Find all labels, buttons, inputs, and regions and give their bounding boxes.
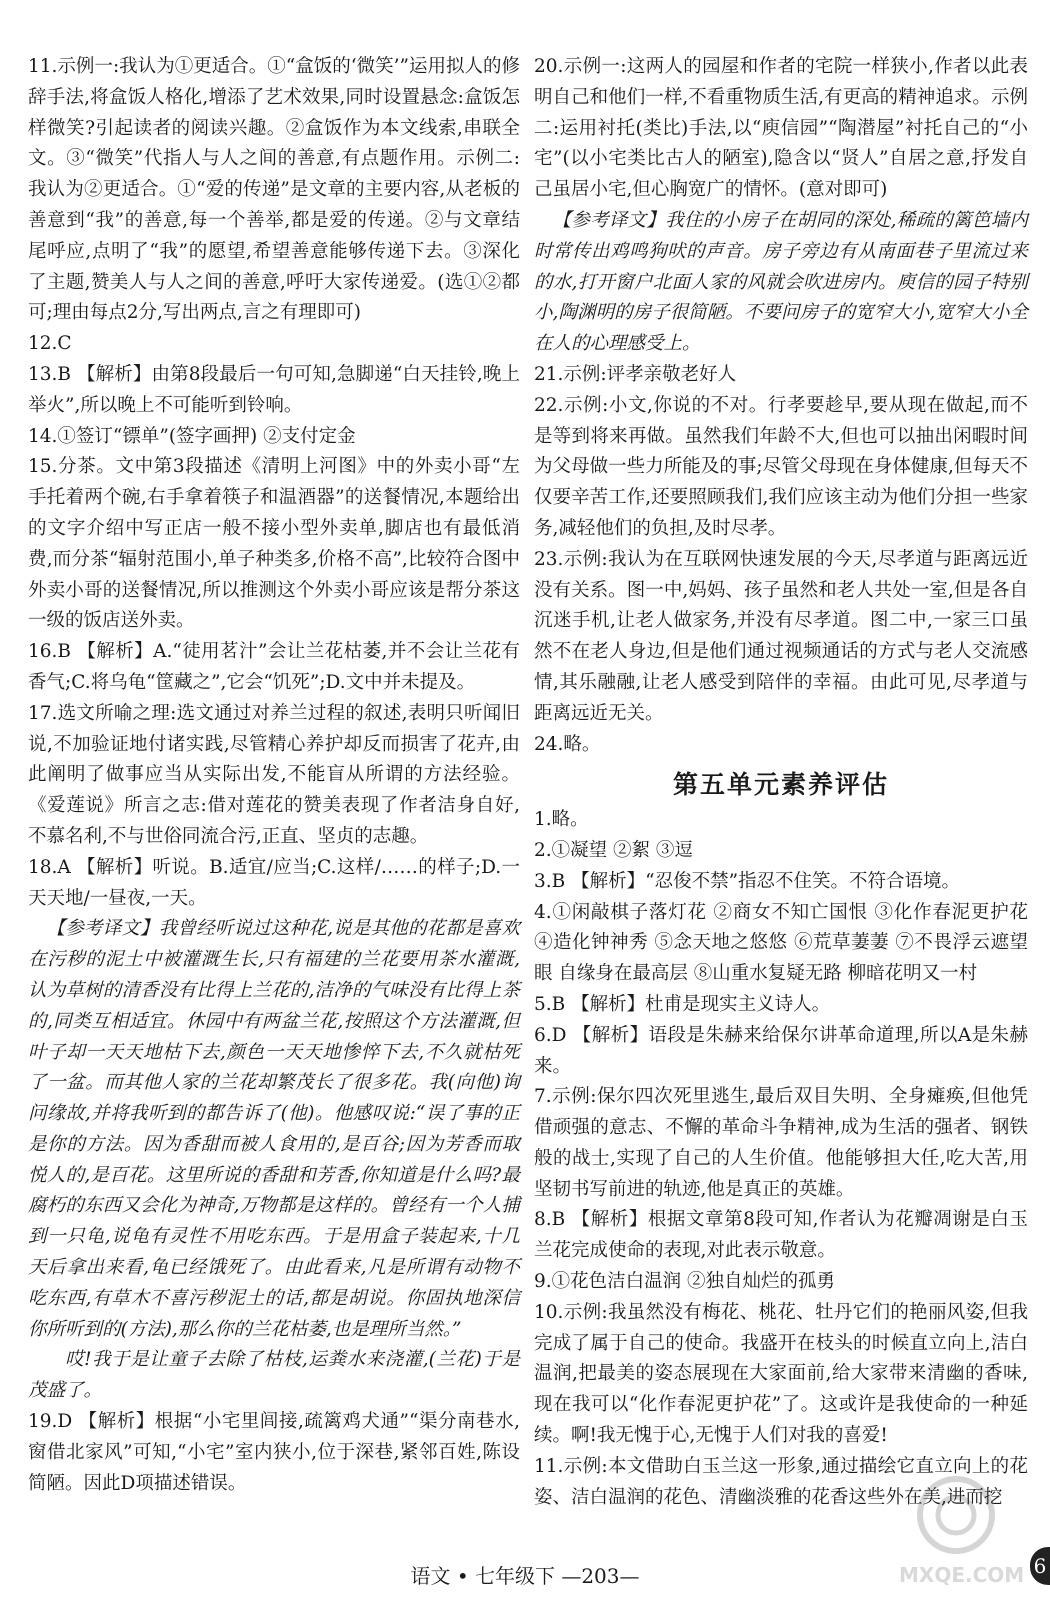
answer-12: 12.C [28, 333, 72, 355]
reference-translation-18-end: 哎!我于是让童子去除了枯枝,运粪水来浇灌,(兰花)于是茂盛了。 [28, 1349, 520, 1402]
section-answer-9: 9.①花色洁白温润 ②独自灿烂的孤勇 [534, 1271, 836, 1293]
page-corner-mark: 6 [1030, 1547, 1050, 1585]
answer-17: 17.选文所喻之理:选文通过对养兰过程的叙述,表明只听闻旧说,不加验证地付诸实践,尽管精心养护却反而损害了花卉,由此阐明了做事应当从实际出发,不能盲从所谓的方法经验。《爱莲说》所言之志:借对莲花的赞美表现了作者洁身自好,不慕名利,不与世俗同流合污,正直、坚贞的志趣。 [28, 702, 520, 847]
page-footer: 语文 • 七年级下 —203— [410, 1564, 640, 1588]
answer-15: 15.分茶。文中第3段描述《清明上河图》中的外卖小哥“左手托着两个碗,右手拿着筷子和温酒器”的送餐情况,本题给出的文字介绍中写正店一般不接小型外卖单,脚店也有最低消费,而分茶“辐射范围小,单子种类多,价格不高”,比较符合图中外卖小哥的送餐情况,所以推测这个外卖小哥应该是帮分茶这一级的饭店送外卖。 [28, 456, 520, 632]
answer-14: 14.①签订“镖单”(签字画押) ②支付定金 [28, 425, 356, 447]
answer-24: 24.略。 [534, 733, 601, 755]
answer-13: 13.B 【解析】由第8段最后一句可知,急脚递“白天挂铃,晚上举火”,所以晚上不可能听到铃响。 [28, 363, 520, 416]
answer-18: 18.A 【解析】听说。B.适宜/应当;C.这样/……的样子;D.一天天地/一昼夜,一天。 [28, 856, 520, 909]
reference-translation-20: 【参考译文】我住的小房子在胡同的深处,稀疏的篱笆墙内时常传出鸡鸣狗吠的声音。房子旁边有从南面巷子里流过来的水,打开窗户北面人家的风就会吹进房内。庾信的园子特别小,陶渊明的房子很简陋。不要问房子的宽窄大小,宽窄大小全在人的心理感受上。 [534, 209, 1028, 355]
section-answer-8: 8.B 【解析】根据文章第8段可知,作者认为花瓣凋谢是白玉兰花完成使命的表现,对此表示敬意。 [534, 1209, 1028, 1262]
answer-11: 11.示例一:我认为①更适合。①“盒饭的‘微笑’”运用拟人的修辞手法,将盒饭人格化,增添了艺术效果,同时设置悬念:盒饭怎样微笑?引起读者的阅读兴趣。②盒饭作为本文线索,串联全文。③“微笑”代指人与人之间的善意,有点题作用。示例二:我认为②更适合。①“爱的传递”是文章的主要内容,从老板的善意到“我”的善意,每一个善举,都是爱的传递。②与文章结尾呼应,点明了“我”的愿望,希望善意能够传递下去。③深化了主题,赞美人与人之间的善意,呼吁大家传递爱。(选①②都可;理由每点2分,写出两点,言之有理即可) [28, 56, 520, 324]
section-answer-10: 10.示例:我虽然没有梅花、桃花、牡丹它们的艳丽风姿,但我完成了属于自己的使命。我盛开在枝头的时候直立向上,洁白温润,把最美的姿态展现在大家面前,给大家带来清幽的香味,现在我可以“化作春泥更护花”了。这或许是我使命的一种延续。啊!我无愧于心,无愧于人们对我的喜爱! [534, 1301, 1028, 1447]
right-column [534, 52, 1028, 1513]
section-answer-7: 7.示例:保尔四次死里逃生,最后双目失明、全身瘫痪,但他凭借顽强的意志、不懈的革命斗争精神,成为生活的强者、钢铁般的战士,实现了自己的人生价值。他能够担大任,吃大苦,用坚韧书写前进的轨迹,他是真正的英雄。 [534, 1086, 1028, 1200]
section-answer-11: 11.示例:本文借助白玉兰这一形象,通过描绘它直立向上的花姿、洁白温润的花色、清幽淡雅的花香这些外在美,进而挖 [534, 1455, 1028, 1508]
answer-16: 16.B 【解析】A.“徒用茗汁”会让兰花枯萎,并不会让兰花有香气;C.将乌龟“筐藏之”,它会“饥死”;D.文中并未提及。 [28, 641, 520, 693]
watermark-text: MXQE.COM [899, 1563, 1025, 1587]
section-answer-2: 2.①凝望 ②絮 ③逗 [534, 839, 693, 861]
section-answer-1: 1.略。 [534, 809, 589, 831]
left-column [28, 52, 520, 1499]
section-answer-5: 5.B 【解析】杜甫是现实主义诗人。 [534, 993, 831, 1015]
answer-20: 20.示例一:这两人的园屋和作者的宅院一样狭小,作者以此表明自己和他们一样,不看重物质生活,有更高的精神追求。示例二:运用衬托(类比)手法,以“庾信园”“陶潜屋”衬托自己的“小宅”(以小宅类比古人的陋室),隐含以“贤人”自居之意,抒发自己虽居小宅,但心胸宽广的情怀。(意对即可) [534, 56, 1028, 201]
section-answer-3: 3.B 【解析】“忍俊不禁”指忍不住笑。不符合语境。 [534, 870, 961, 892]
section-answer-4: 4.①闲敲棋子落灯花 ②商女不知亡国恨 ③化作春泥更护花 ④造化钟神秀 ⑤念天地之悠悠 ⑥荒草萋萋 ⑦不畏浮云遮望眼 自缘身在最高层 ⑧山重水复疑无路 柳暗花明又一村 [534, 901, 1028, 985]
section-title: 第五单元素养评估 [672, 770, 889, 800]
answer-21: 21.示例:评孝亲敬老好人 [534, 363, 737, 385]
answer-22: 22.示例:小文,你说的不对。行孝要趁早,要从现在做起,而不是等到将来再做。虽然我们年龄不大,但也可以抽出闲暇时间为父母做一些力所能及的事;尽管父母现在身体健康,但每天不仅要辛苦工作,还要照顾我们,我们应该主动为他们分担一些家务,减轻他们的负担,及时尽孝。 [534, 394, 1028, 539]
answer-19: 19.D 【解析】根据“小宅里闾接,疏篱鸡犬通”“渠分南巷水,窗借北家风”可知,“小宅”室内狭小,位于深巷,紧邻百姓,陈设简陋。因此D项描述错误。 [28, 1411, 520, 1494]
reference-translation-18: 【参考译文】我曾经听说过这种花,说是其他的花都是喜欢在污秽的泥土中被灌溉生长,只有福建的兰花要用茶水灌溉,认为草树的清香没有比得上兰花的,洁净的气味没有比得上茶的,同类互相适宜。休园中有两盆兰花,按照这个方法灌溉,但叶子却一天天地枯下去,颜色一天天地惨悴下去,不久就枯死了一盆。而其他人家的兰花却繁茂长了很多花。我(向他)询问缘故,并将我听到的都告诉了(他)。他感叹说:“误了事的正是你的方法。因为香甜而被人食用的,是百谷;因为芳香而取悦人的,是百花。这里所说的香甜和芳香,你知道是什么吗?最腐朽的东西又会化为神奇,万物都是这样的。曾经有一个人捕到一只龟,说龟有灵性不用吃东西。于是用盒子装起来,十几天后拿出来看,龟已经饿死了。由此看来,凡是所谓有动物不吃东西,有草木不喜污秽泥土的话,都是胡说。你固执地深信你所听到的(方法),那么你的兰花枯萎,也是理所当然。” [28, 918, 520, 1340]
section-answer-6: 6.D 【解析】语段是朱赫来给保尔讲革命道理,所以A是朱赫来。 [534, 1024, 1028, 1077]
answer-23: 23.示例:我认为在互联网快速发展的今天,尽孝道与距离远近没有关系。图一中,妈妈、孩子虽然和老人共处一室,但是各自沉迷手机,让老人做家务,并没有尽孝道。图二中,一家三口虽然不在老人身边,但是他们通过视频通话的方式与老人交流感情,其乐融融,让老人感受到陪伴的幸福。由此可见,尽孝道与距离远近无关。 [534, 548, 1028, 724]
